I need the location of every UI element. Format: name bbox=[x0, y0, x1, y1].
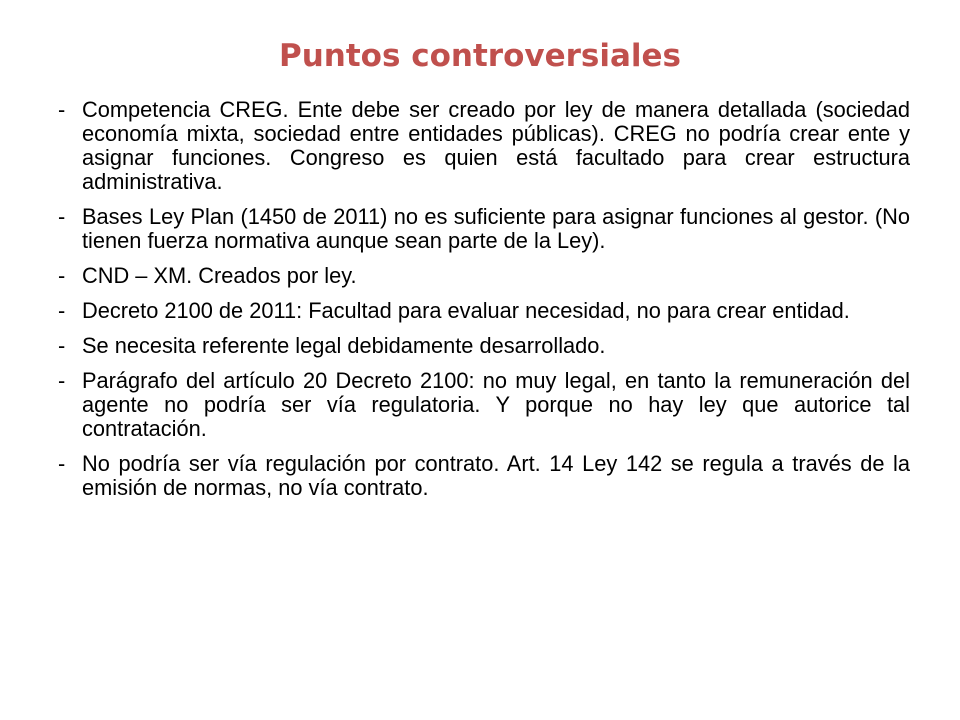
bullet-item bbox=[40, 334, 910, 358]
bullet-item bbox=[40, 369, 910, 441]
bullet-list bbox=[40, 98, 910, 511]
bullet-text: Decreto 2100 de 2011: Facultad para evaluar necesidad, no para crear entidad. bbox=[82, 298, 850, 323]
bullet-text: Bases Ley Plan (1450 de 2011) no es suficiente para asignar funciones al gestor. (No tienen fuerza normativa aunque sean parte de la Ley). bbox=[82, 204, 910, 253]
bullet-item bbox=[40, 452, 910, 500]
bullet-marker: - bbox=[58, 451, 66, 476]
bullet-text: No podría ser vía regulación por contrato. Art. 14 Ley 142 se regula a través de la emisión de normas, no vía contrato. bbox=[82, 451, 910, 500]
bullet-item bbox=[40, 205, 910, 253]
bullet-marker: - bbox=[58, 204, 66, 229]
bullet-text: Se necesita referente legal debidamente desarrollado. bbox=[82, 333, 606, 358]
bullet-marker: - bbox=[58, 263, 66, 288]
slide-title: Puntos controversiales bbox=[279, 38, 681, 74]
bullet-marker: - bbox=[58, 333, 66, 358]
bullet-text: Parágrafo del artículo 20 Decreto 2100: no muy legal, en tanto la remuneración del agente no podría ser vía regulatoria. Y porque no hay ley que autorice tal contratación. bbox=[82, 368, 910, 441]
bullet-item bbox=[40, 98, 910, 194]
bullet-item bbox=[40, 264, 910, 288]
bullet-marker: - bbox=[58, 298, 66, 323]
bullet-text: CND – XM. Creados por ley. bbox=[82, 263, 357, 288]
bullet-item bbox=[40, 299, 910, 323]
bullet-marker: - bbox=[58, 368, 66, 393]
bullet-text: Competencia CREG. Ente debe ser creado por ley de manera detallada (sociedad economía mixta, sociedad entre entidades públicas). CREG no podría crear ente y asignar funciones. Congreso es quien está facultado para crear estructura administrativa. bbox=[82, 97, 910, 194]
bullet-marker: - bbox=[58, 97, 66, 122]
